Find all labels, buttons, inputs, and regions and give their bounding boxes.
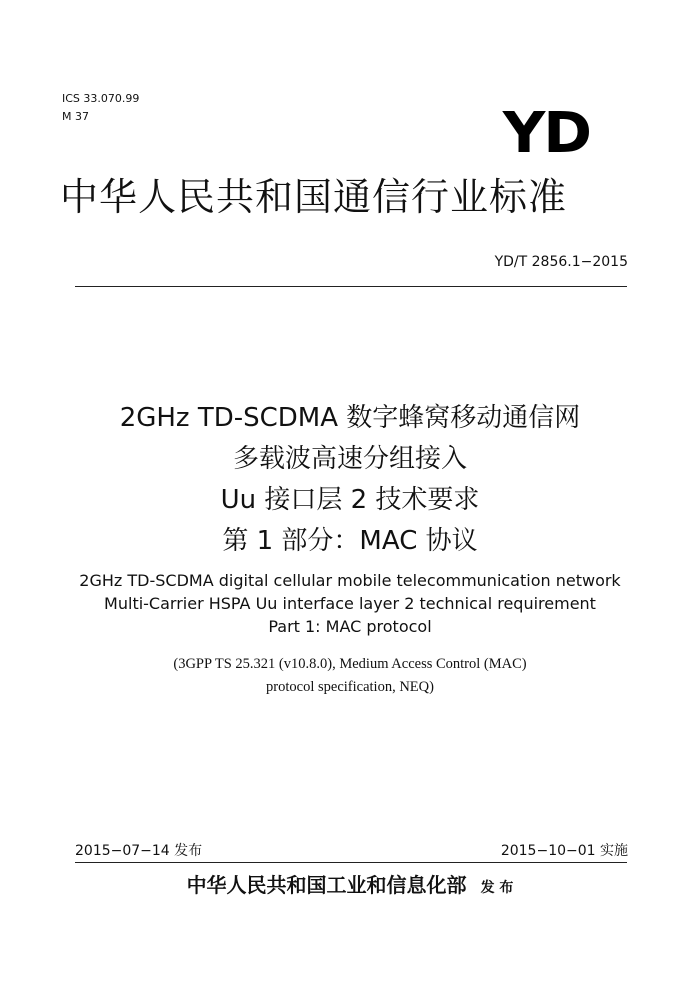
english-title-line: Multi-Carrier HSPA Uu interface layer 2 technical requirement [104, 594, 596, 613]
implement-date: 2015−10−01 实施 [500, 843, 628, 859]
issuer-name: 中华人民共和国工业和信息化部 [186, 873, 467, 897]
issuer [0, 870, 700, 903]
classification-codes [62, 92, 139, 128]
chinese-title-line: Uu 接口层 2 技术要求 [220, 485, 480, 515]
ccs-code: M 37 [62, 110, 89, 123]
standard-code: YD/T 2856.1−2015 [494, 254, 628, 270]
chinese-title-line: 2GHz TD-SCDMA 数字蜂窝移动通信网 [119, 403, 581, 433]
bottom-divider [75, 862, 627, 863]
chinese-title-line: 多载波高速分组接入 [232, 444, 467, 474]
top-divider [75, 286, 627, 287]
reference-line: (3GPP TS 25.321 (v10.8.0), Medium Access Control (MAC) [173, 656, 527, 672]
reference-line: protocol specification, NEQ) [266, 679, 434, 695]
chinese-title [0, 398, 700, 562]
reference-note [0, 653, 700, 699]
yd-logo: YD [502, 101, 590, 166]
english-title [0, 569, 700, 638]
issue-word: 发 布 [480, 880, 514, 896]
ics-code: ICS 33.070.99 [62, 92, 140, 105]
english-title-line: Part 1: MAC protocol [268, 617, 432, 636]
publish-date: 2015−07−14 发布 [75, 843, 203, 859]
standard-type-title: 中华人民共和国通信行业标准 [60, 175, 568, 219]
chinese-title-line: 第 1 部分：MAC 协议 [222, 526, 478, 556]
english-title-line: 2GHz TD-SCDMA digital cellular mobile telecommunication network [79, 571, 621, 590]
